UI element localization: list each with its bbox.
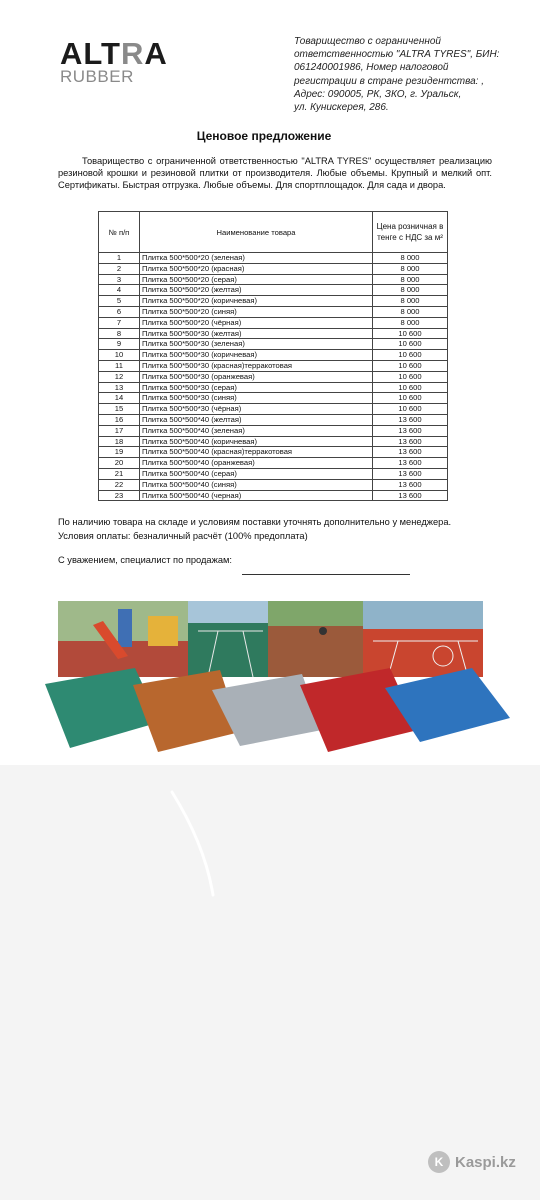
price-value: 8 000 — [373, 296, 448, 307]
table-row — [99, 447, 448, 458]
table-header-row — [99, 212, 448, 253]
price-value: 8 000 — [373, 285, 448, 296]
availability-note: По наличию товара на складе и условиям поставки уточнять дополнительно у менеджера. — [58, 517, 452, 527]
price-value: 13 600 — [373, 436, 448, 447]
product-name: Плитка 500*500*40 (синяя) — [140, 479, 373, 490]
price-value: 8 000 — [373, 253, 448, 264]
table-row — [99, 360, 448, 371]
product-name: Плитка 500*500*20 (серая) — [140, 274, 373, 285]
lower-background — [0, 765, 540, 1200]
row-number: 15 — [99, 404, 140, 415]
row-number: 1 — [99, 253, 140, 264]
product-name: Плитка 500*500*40 (желтая) — [140, 414, 373, 425]
row-number: 11 — [99, 360, 140, 371]
row-number: 4 — [99, 285, 140, 296]
row-number: 5 — [99, 296, 140, 307]
table-row — [99, 371, 448, 382]
product-name: Плитка 500*500*20 (коричневая) — [140, 296, 373, 307]
table-row — [99, 306, 448, 317]
price-value: 8 000 — [373, 317, 448, 328]
price-table-body — [99, 253, 448, 501]
product-name: Плитка 500*500*30 (чёрная) — [140, 404, 373, 415]
price-value: 8 000 — [373, 263, 448, 274]
row-number: 19 — [99, 447, 140, 458]
row-number: 12 — [99, 371, 140, 382]
price-value: 8 000 — [373, 306, 448, 317]
price-value: 13 600 — [373, 447, 448, 458]
table-row — [99, 458, 448, 469]
table-row — [99, 285, 448, 296]
table-row — [99, 296, 448, 307]
product-name: Плитка 500*500*20 (зеленая) — [140, 253, 373, 264]
price-value: 13 600 — [373, 414, 448, 425]
row-number: 16 — [99, 414, 140, 425]
product-name: Плитка 500*500*30 (серая) — [140, 382, 373, 393]
table-row — [99, 468, 448, 479]
price-value: 10 600 — [373, 393, 448, 404]
price-value: 10 600 — [373, 339, 448, 350]
table-row — [99, 263, 448, 274]
table-row — [99, 317, 448, 328]
signature-line — [242, 574, 410, 575]
product-name: Плитка 500*500*30 (коричневая) — [140, 350, 373, 361]
kaspi-logo-icon: K — [428, 1151, 450, 1173]
table-row — [99, 393, 448, 404]
price-value: 8 000 — [373, 274, 448, 285]
row-number: 7 — [99, 317, 140, 328]
product-name: Плитка 500*500*40 (оранжевая) — [140, 458, 373, 469]
price-value: 10 600 — [373, 371, 448, 382]
price-table — [98, 211, 448, 501]
row-number: 10 — [99, 350, 140, 361]
row-number: 9 — [99, 339, 140, 350]
product-name: Плитка 500*500*20 (чёрная) — [140, 317, 373, 328]
price-value: 13 600 — [373, 458, 448, 469]
table-row — [99, 425, 448, 436]
product-name: Плитка 500*500*20 (желтая) — [140, 285, 373, 296]
table-row — [99, 328, 448, 339]
table-row — [99, 253, 448, 264]
row-number: 2 — [99, 263, 140, 274]
product-name: Плитка 500*500*20 (красная) — [140, 263, 373, 274]
table-row — [99, 490, 448, 501]
row-number: 6 — [99, 306, 140, 317]
price-value: 10 600 — [373, 360, 448, 371]
table-row — [99, 274, 448, 285]
price-value: 10 600 — [373, 382, 448, 393]
kaspi-watermark — [428, 1151, 516, 1173]
rubber-tiles-image — [40, 660, 520, 760]
regards-line: С уважением, специалист по продажам: — [58, 555, 232, 565]
row-number: 17 — [99, 425, 140, 436]
column-header-price: Цена розничная в тенге с НДС за м² — [373, 212, 448, 253]
payment-terms: Условия оплаты: безналичный расчёт (100% предоплата) — [58, 531, 308, 541]
altra-rubber-logo: ALTRA RUBBER — [60, 36, 168, 86]
product-name: Плитка 500*500*30 (красная)терракотовая — [140, 360, 373, 371]
price-value: 13 600 — [373, 468, 448, 479]
table-row — [99, 479, 448, 490]
row-number: 8 — [99, 328, 140, 339]
price-value: 10 600 — [373, 350, 448, 361]
column-header-name: Наименование товара — [140, 212, 373, 253]
product-name: Плитка 500*500*30 (оранжевая) — [140, 371, 373, 382]
product-name: Плитка 500*500*20 (синяя) — [140, 306, 373, 317]
column-header-number: № п/п — [99, 212, 140, 253]
price-value: 10 600 — [373, 404, 448, 415]
decorative-swoosh — [0, 765, 540, 1200]
row-number: 14 — [99, 393, 140, 404]
price-value: 13 600 — [373, 479, 448, 490]
product-name: Плитка 500*500*40 (черная) — [140, 490, 373, 501]
company-info: Товарищество с ограниченной ответственностью "ALTRA TYRES", БИН: 061240001986, Номер налоговой регистрации в стране резидентства: , Адрес: 090005, РК, ЗКО, г. Уральск, ул. Кунискерея, 286. — [294, 36, 500, 114]
row-number: 22 — [99, 479, 140, 490]
table-row — [99, 404, 448, 415]
table-row — [99, 382, 448, 393]
product-name: Плитка 500*500*30 (синяя) — [140, 393, 373, 404]
row-number: 18 — [99, 436, 140, 447]
document-title: Ценовое предложение — [196, 129, 332, 143]
product-name: Плитка 500*500*40 (зеленая) — [140, 425, 373, 436]
product-name: Плитка 500*500*30 (зеленая) — [140, 339, 373, 350]
row-number: 13 — [99, 382, 140, 393]
product-name: Плитка 500*500*40 (коричневая) — [140, 436, 373, 447]
intro-paragraph: Товарищество с ограниченной ответственностью "ALTRA TYRES" осуществляет реализацию резиновой крошки и резиновой плитки от производителя. Любые объемы. Крупный и мелкий опт. Сертификаты. Быстрая отгрузка. Любые объемы. Для спортплощадок. Для сада и двора. — [58, 156, 492, 190]
product-name: Плитка 500*500*40 (серая) — [140, 468, 373, 479]
row-number: 21 — [99, 468, 140, 479]
price-value: 10 600 — [373, 328, 448, 339]
row-number: 20 — [99, 458, 140, 469]
price-value: 13 600 — [373, 425, 448, 436]
table-row — [99, 414, 448, 425]
table-row — [99, 339, 448, 350]
row-number: 3 — [99, 274, 140, 285]
kaspi-brand-text: Kaspi.kz — [455, 1153, 516, 1171]
product-name: Плитка 500*500*30 (желтая) — [140, 328, 373, 339]
product-name: Плитка 500*500*40 (красная)терракотовая — [140, 447, 373, 458]
table-row — [99, 350, 448, 361]
row-number: 23 — [99, 490, 140, 501]
price-value: 13 600 — [373, 490, 448, 501]
table-row — [99, 436, 448, 447]
